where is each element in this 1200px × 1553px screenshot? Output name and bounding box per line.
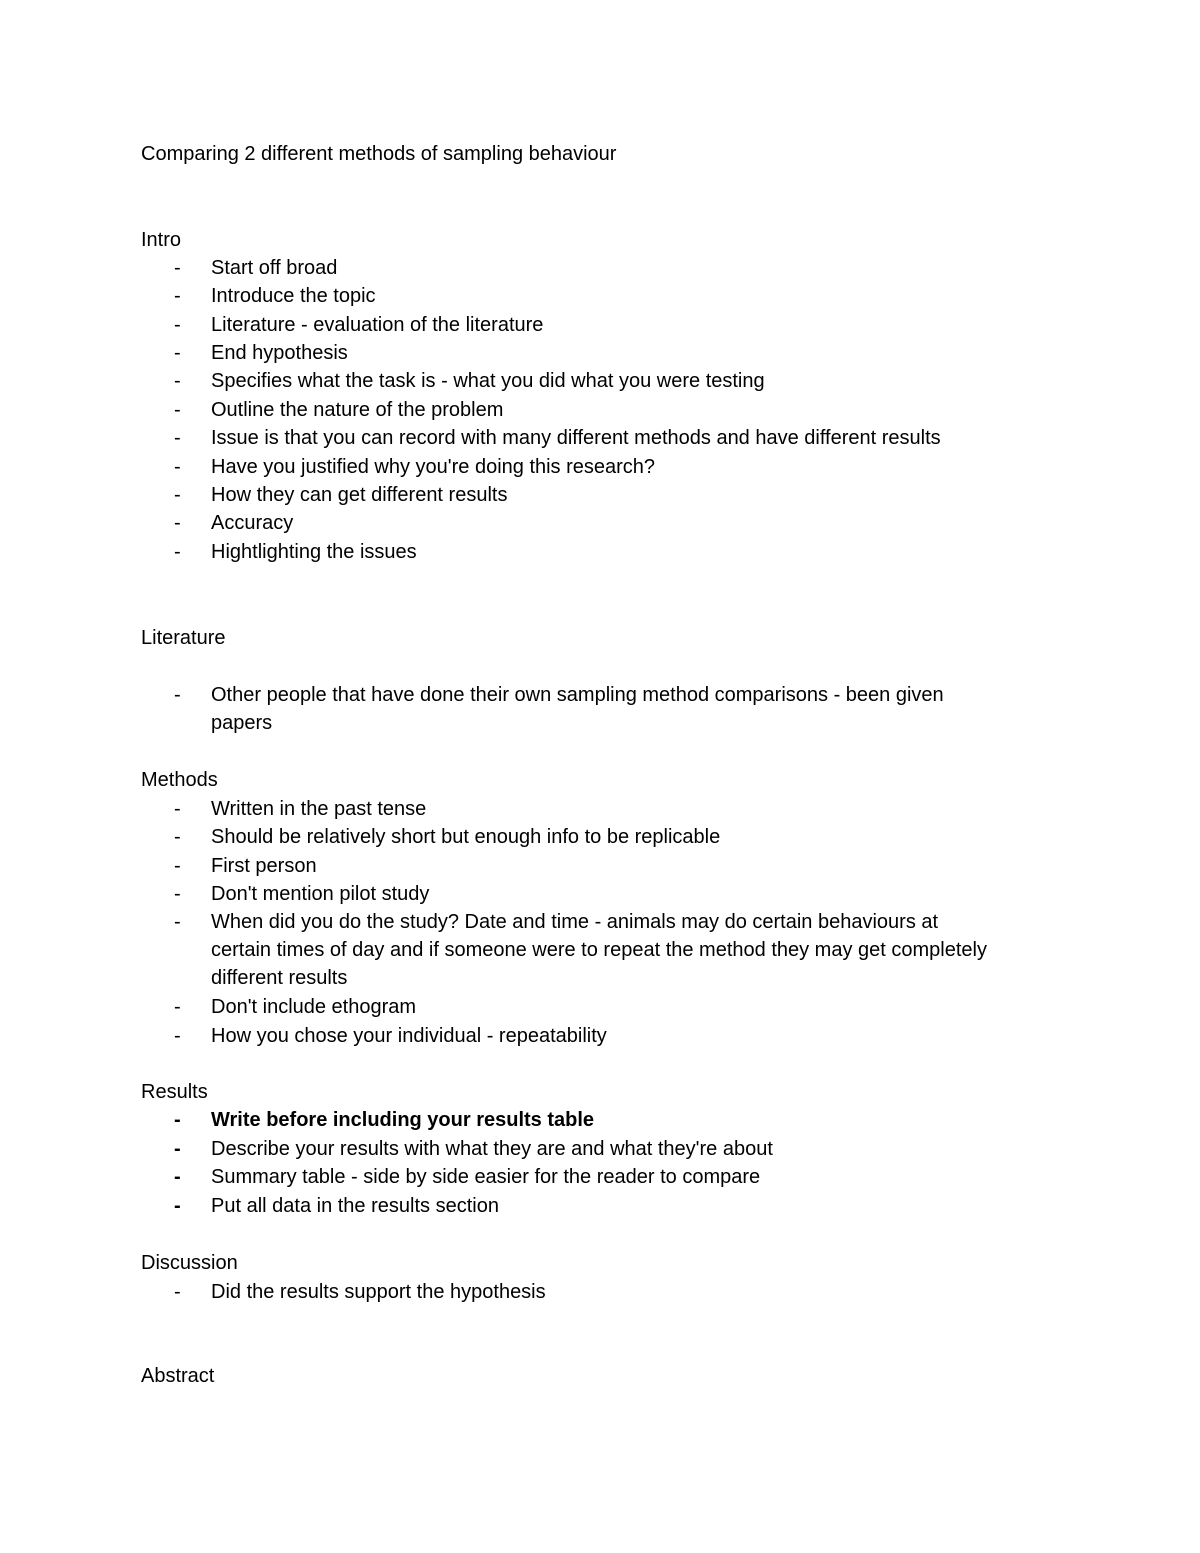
bullet-dash: -	[174, 826, 181, 848]
methods-item: How you chose your individual - repeatability	[211, 1025, 607, 1047]
intro-item: Accuracy	[211, 512, 294, 534]
bullet-dash: -	[174, 456, 181, 478]
discussion-item: Did the results support the hypothesis	[211, 1281, 546, 1303]
bullet-dash: -	[174, 541, 181, 563]
bullet-dash: -	[174, 798, 181, 820]
bullet-dash: -	[174, 314, 181, 336]
bullet-dash: -	[174, 399, 181, 421]
bullet-dash: -	[174, 1281, 181, 1303]
bullet-dash: -	[174, 911, 181, 933]
bullet-dash: -	[174, 1138, 181, 1160]
bullet-dash: -	[174, 1166, 181, 1188]
methods-item-line: different results	[211, 967, 348, 989]
results-item: Describe your results with what they are and what they're about	[211, 1138, 773, 1160]
methods-item: Written in the past tense	[211, 798, 427, 820]
bullet-dash: -	[174, 1195, 181, 1217]
methods-item: First person	[211, 855, 317, 877]
intro-item: Specifies what the task is - what you did what you were testing	[211, 370, 765, 392]
bullet-dash: -	[174, 257, 181, 279]
literature-item-line: papers	[211, 712, 273, 734]
intro-item: Literature - evaluation of the literature	[211, 314, 544, 336]
section-heading-methods: Methods	[141, 769, 218, 791]
section-heading-results: Results	[141, 1081, 208, 1103]
literature-item-line: Other people that have done their own sampling method comparisons - been given	[211, 684, 944, 706]
bullet-dash: -	[174, 883, 181, 905]
bullet-dash: -	[174, 370, 181, 392]
methods-item: Don't mention pilot study	[211, 883, 430, 905]
intro-item: How they can get different results	[211, 484, 508, 506]
intro-item: Outline the nature of the problem	[211, 399, 504, 421]
methods-item: Should be relatively short but enough info to be replicable	[211, 826, 721, 848]
section-heading-discussion: Discussion	[141, 1252, 238, 1274]
bullet-dash: -	[174, 427, 181, 449]
methods-item-line: When did you do the study? Date and time - animals may do certain behaviours at	[211, 911, 939, 933]
bullet-dash: -	[174, 342, 181, 364]
section-heading-literature: Literature	[141, 627, 226, 649]
intro-item: End hypothesis	[211, 342, 348, 364]
bullet-dash: -	[174, 855, 181, 877]
methods-item: Don't include ethogram	[211, 996, 417, 1018]
bullet-dash: -	[174, 1025, 181, 1047]
methods-item-line: certain times of day and if someone were to repeat the method they may get completely	[211, 939, 987, 961]
results-item: Put all data in the results section	[211, 1195, 499, 1217]
intro-item: Issue is that you can record with many different methods and have different results	[211, 427, 941, 449]
bullet-dash: -	[174, 1109, 181, 1131]
bullet-dash: -	[174, 285, 181, 307]
bullet-dash: -	[174, 484, 181, 506]
bullet-dash: -	[174, 996, 181, 1018]
bullet-dash: -	[174, 512, 181, 534]
page-title: Comparing 2 different methods of sampling behaviour	[141, 143, 617, 165]
intro-item: Have you justified why you're doing this research?	[211, 456, 656, 478]
intro-item: Hightlighting the issues	[211, 541, 417, 563]
results-item-bold: Write before including your results table	[211, 1109, 595, 1131]
intro-item: Start off broad	[211, 257, 338, 279]
section-heading-intro: Intro	[141, 229, 182, 251]
section-heading-abstract: Abstract	[141, 1365, 215, 1387]
intro-item: Introduce the topic	[211, 285, 376, 307]
bullet-dash: -	[174, 684, 181, 706]
results-item: Summary table - side by side easier for the reader to compare	[211, 1166, 761, 1188]
